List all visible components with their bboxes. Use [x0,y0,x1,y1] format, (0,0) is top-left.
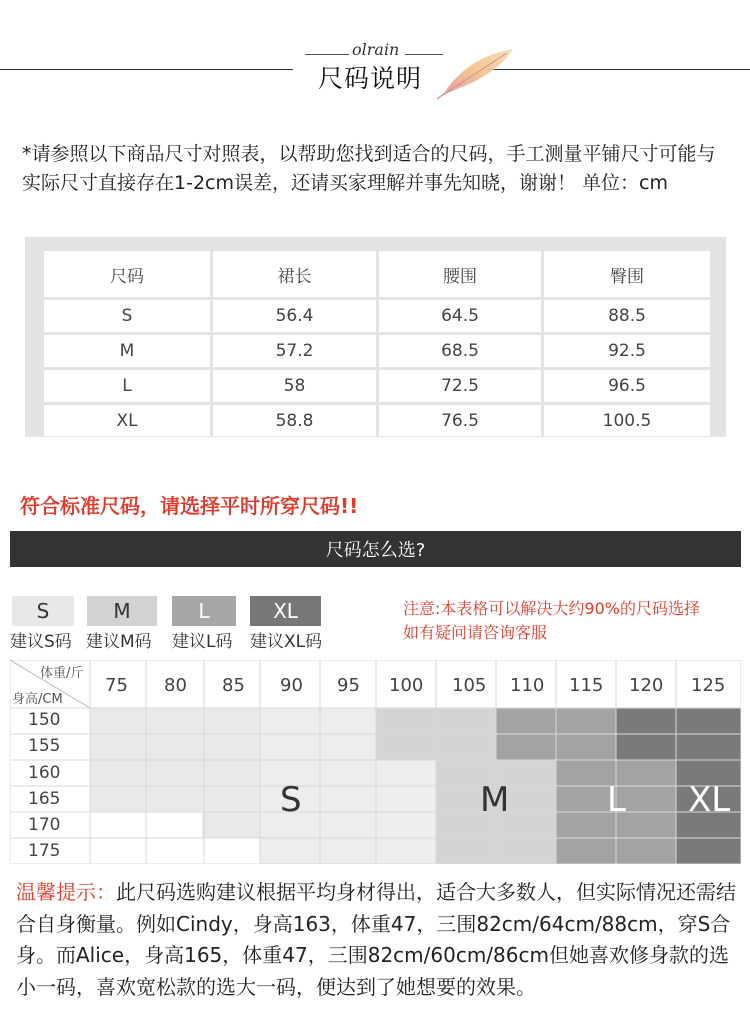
notice-line: 如有疑问请咨询客服 [403,623,548,642]
height-label: 150 [28,710,61,730]
table-header: 尺码 [44,251,210,297]
corner-weight-label: 体重/斤 [40,666,84,681]
table-cell: 56.4 [213,300,376,332]
notice-text [403,597,700,645]
height-label: 170 [28,815,61,835]
legend-label: 建议XL码 [250,632,323,652]
weight-label: 95 [337,675,360,696]
weight-label: 110 [510,675,545,696]
legend-size: L [198,599,210,623]
region-label-s: S [280,780,302,820]
table-cell: L [44,370,210,402]
size-table [25,237,726,437]
legend-swatch-l [172,596,236,626]
legend-swatch-s [12,596,74,626]
region-label-l: L [607,780,626,820]
header-rule-right [487,69,750,70]
legend-swatch-xl [250,596,321,626]
section-bar-title: 尺码怎么选? [325,540,426,561]
table-cell: 58 [213,370,376,402]
tip-lead: 温馨提示： [16,880,116,904]
height-label: 165 [28,789,61,809]
legend-label: 建议M码 [86,632,152,652]
table-header: 腰围 [379,251,541,297]
table-cell: 96.5 [544,370,710,402]
weight-label: 115 [569,675,604,696]
height-label: 155 [28,736,61,756]
legend-label: 建议L码 [172,632,233,652]
legend-size: M [113,599,131,623]
region-label-m: M [480,780,510,820]
tip-body: 此尺码选购建议根据平均身材得出，适合大多数人，但实际情况还需结合自身衡量。例如Cindy，身高163，体重47，三围82cm/64cm/88cm，穿S合身。而Alice，身高165，体重47，三围82cm/60cm/86cm但她喜欢修身款的选小一码，喜欢宽松款的选大一码，便达到了她想要的效果。 [16,880,736,999]
weight-label: 85 [222,675,245,696]
region-s-white-2 [90,838,260,864]
height-label: 160 [28,763,61,783]
table-cell: XL [44,405,210,436]
table-cell: S [44,300,210,332]
corner-height-label: 身高/CM [12,692,63,707]
weight-label: 90 [280,675,303,696]
region-label-xl: XL [688,780,731,820]
weight-label: 125 [691,675,726,696]
table-header: 裙长 [213,251,376,297]
weight-label: 80 [164,675,187,696]
legend-swatch-m [87,596,157,626]
section-bar [10,531,741,567]
header-rule-left [0,69,293,70]
page-title: 尺码说明 [318,64,423,93]
table-header: 臀围 [544,251,710,297]
weight-label: 100 [389,675,424,696]
intro-text: *请参照以下商品尺寸对照表，以帮助您找到适合的尺码，手工测量平铺尺寸可能与实际尺寸直接存在1-2cm误差，还请买家理解并事先知晓，谢谢！ 单位：cm [22,143,716,194]
notice-line: 注意:本表格可以解决大约90%的尺码选择 [403,599,700,618]
height-label: 175 [28,841,61,861]
size-chart [10,660,741,864]
table-cell: 57.2 [213,335,376,367]
feather-icon [437,45,517,100]
brand-logo: olrain [352,40,400,59]
table-cell: 88.5 [544,300,710,332]
table-cell: 72.5 [379,370,541,402]
legend-label: 建议S码 [10,632,72,652]
weight-label: 120 [629,675,664,696]
table-cell: 64.5 [379,300,541,332]
table-cell: 100.5 [544,405,710,436]
table-cell: 68.5 [379,335,541,367]
table-cell: M [44,335,210,367]
weight-label: 75 [105,675,128,696]
table-cell: 58.8 [213,405,376,436]
legend-size: XL [273,599,298,623]
table-cell: 92.5 [544,335,710,367]
table-cell: 76.5 [379,405,541,436]
legend-size: S [36,599,50,623]
tip-text [16,877,736,1003]
standard-size-note: 符合标准尺码，请选择平时所穿尺码!! [20,494,359,518]
weight-label: 105 [452,675,487,696]
brand-rule-left [305,54,349,55]
